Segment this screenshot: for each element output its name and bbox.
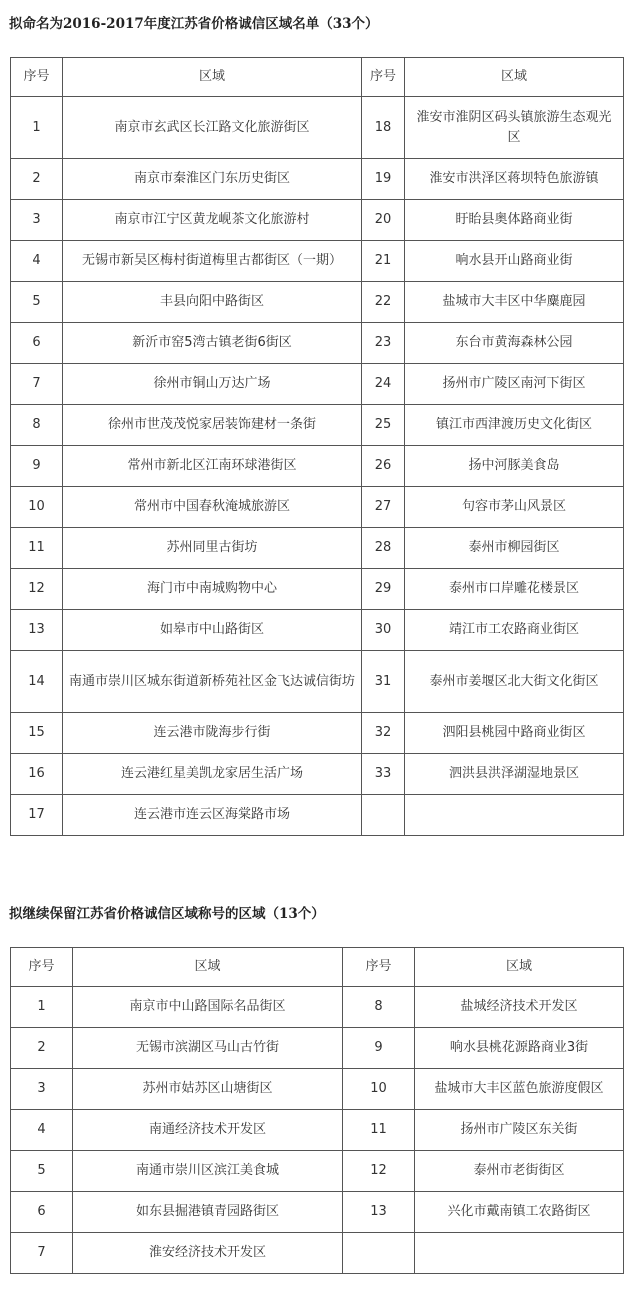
row-number: 12 <box>343 1151 415 1192</box>
row-number: 15 <box>11 713 63 754</box>
table-row <box>11 97 624 159</box>
row-number: 4 <box>11 1110 73 1151</box>
area-name: 响水县桃花源路商业3街 <box>415 1028 624 1069</box>
area-name: 连云港市连云区海棠路市场 <box>63 795 362 836</box>
row-number: 30 <box>362 610 405 651</box>
table-row <box>11 987 624 1028</box>
row-number: 16 <box>11 754 63 795</box>
row-number: 9 <box>11 446 63 487</box>
row-number: 28 <box>362 528 405 569</box>
row-number: 11 <box>11 528 63 569</box>
table-row <box>11 282 624 323</box>
area-name: 盱眙县奥体路商业街 <box>405 200 624 241</box>
row-number: 32 <box>362 713 405 754</box>
area-name: 泰州市老街街区 <box>415 1151 624 1192</box>
table-row <box>11 159 624 200</box>
area-name: 泗洪县洪泽湖湿地景区 <box>405 754 624 795</box>
row-number: 2 <box>11 1028 73 1069</box>
table-row <box>11 1233 624 1274</box>
area-name: 南京市秦淮区门东历史街区 <box>63 159 362 200</box>
row-number: 7 <box>11 364 63 405</box>
row-number: 11 <box>343 1110 415 1151</box>
area-name: 盐城经济技术开发区 <box>415 987 624 1028</box>
row-number <box>343 1233 415 1274</box>
area-name: 南京市江宁区黄龙岘茶文化旅游村 <box>63 200 362 241</box>
header-no: 序号 <box>362 58 405 97</box>
table-row <box>11 713 624 754</box>
header-no: 序号 <box>11 58 63 97</box>
row-number: 22 <box>362 282 405 323</box>
section2-table <box>10 947 624 1274</box>
table-header-row <box>11 948 624 987</box>
row-number: 23 <box>362 323 405 364</box>
table-row <box>11 200 624 241</box>
area-name: 东台市黄海森林公园 <box>405 323 624 364</box>
row-number: 6 <box>11 1192 73 1233</box>
table-row <box>11 1028 624 1069</box>
area-name: 淮安经济技术开发区 <box>73 1233 343 1274</box>
table-row <box>11 569 624 610</box>
section1-table <box>10 57 624 836</box>
area-name: 镇江市西津渡历史文化街区 <box>405 405 624 446</box>
area-name: 如东县掘港镇青园路街区 <box>73 1192 343 1233</box>
area-name: 泰州市柳园街区 <box>405 528 624 569</box>
table-row <box>11 528 624 569</box>
area-name: 南京市玄武区长江路文化旅游街区 <box>63 97 362 159</box>
header-no: 序号 <box>343 948 415 987</box>
table-row <box>11 364 624 405</box>
area-name: 丰县向阳中路街区 <box>63 282 362 323</box>
row-number: 13 <box>343 1192 415 1233</box>
area-name: 连云港红星美凯龙家居生活广场 <box>63 754 362 795</box>
row-number: 3 <box>11 200 63 241</box>
table-row <box>11 795 624 836</box>
table-row <box>11 754 624 795</box>
area-name: 徐州市世茂茂悦家居装饰建材一条街 <box>63 405 362 446</box>
area-name: 兴化市戴南镇工农路街区 <box>415 1192 624 1233</box>
header-area: 区域 <box>415 948 624 987</box>
area-name <box>415 1233 624 1274</box>
row-number: 25 <box>362 405 405 446</box>
area-name: 徐州市铜山万达广场 <box>63 364 362 405</box>
header-area: 区域 <box>73 948 343 987</box>
area-name: 响水县开山路商业街 <box>405 241 624 282</box>
table-row <box>11 1069 624 1110</box>
area-name: 常州市新北区江南环球港街区 <box>63 446 362 487</box>
area-name: 无锡市新吴区梅村街道梅里古都街区（一期） <box>63 241 362 282</box>
header-area: 区域 <box>63 58 362 97</box>
area-name: 淮安市淮阴区码头镇旅游生态观光区 <box>405 97 624 159</box>
row-number: 21 <box>362 241 405 282</box>
table-row <box>11 446 624 487</box>
area-name: 南通市崇川区城东街道新桥苑社区金飞达诚信街坊 <box>63 651 362 713</box>
row-number: 9 <box>343 1028 415 1069</box>
area-name: 如皋市中山路街区 <box>63 610 362 651</box>
area-name: 句容市茅山风景区 <box>405 487 624 528</box>
header-area: 区域 <box>405 58 624 97</box>
area-name: 常州市中国春秋淹城旅游区 <box>63 487 362 528</box>
area-name: 无锡市滨湖区马山古竹街 <box>73 1028 343 1069</box>
row-number: 20 <box>362 200 405 241</box>
row-number: 13 <box>11 610 63 651</box>
table-row <box>11 1151 624 1192</box>
area-name: 扬中河豚美食岛 <box>405 446 624 487</box>
row-number: 1 <box>11 987 73 1028</box>
area-name: 泗阳县桃园中路商业街区 <box>405 713 624 754</box>
row-number: 8 <box>343 987 415 1028</box>
row-number: 3 <box>11 1069 73 1110</box>
row-number: 6 <box>11 323 63 364</box>
row-number: 5 <box>11 282 63 323</box>
row-number: 2 <box>11 159 63 200</box>
table-row <box>11 610 624 651</box>
table-row <box>11 405 624 446</box>
area-name: 连云港市陇海步行街 <box>63 713 362 754</box>
section1-title: 拟命名为2016-2017年度江苏省价格诚信区域名单（33个） <box>9 16 379 32</box>
table-row <box>11 323 624 364</box>
row-number: 27 <box>362 487 405 528</box>
row-number: 19 <box>362 159 405 200</box>
row-number: 31 <box>362 651 405 713</box>
area-name: 南通经济技术开发区 <box>73 1110 343 1151</box>
area-name: 泰州市口岸雕花楼景区 <box>405 569 624 610</box>
area-name: 苏州市姑苏区山塘街区 <box>73 1069 343 1110</box>
area-name: 靖江市工农路商业街区 <box>405 610 624 651</box>
section2-title: 拟继续保留江苏省价格诚信区域称号的区域（13个） <box>9 906 325 922</box>
table-row <box>11 487 624 528</box>
row-number: 4 <box>11 241 63 282</box>
table-row <box>11 241 624 282</box>
row-number: 33 <box>362 754 405 795</box>
row-number: 18 <box>362 97 405 159</box>
area-name: 新沂市窑5湾古镇老街6街区 <box>63 323 362 364</box>
table-header-row <box>11 58 624 97</box>
row-number: 24 <box>362 364 405 405</box>
row-number: 10 <box>11 487 63 528</box>
header-no: 序号 <box>11 948 73 987</box>
row-number: 12 <box>11 569 63 610</box>
area-name <box>405 795 624 836</box>
row-number: 29 <box>362 569 405 610</box>
area-name: 扬州市广陵区东关街 <box>415 1110 624 1151</box>
area-name: 泰州市姜堰区北大街文化街区 <box>405 651 624 713</box>
row-number: 17 <box>11 795 63 836</box>
area-name: 南通市崇川区滨江美食城 <box>73 1151 343 1192</box>
table-row <box>11 1192 624 1233</box>
area-name: 苏州同里古街坊 <box>63 528 362 569</box>
area-name: 盐城市大丰区中华麋鹿园 <box>405 282 624 323</box>
row-number: 10 <box>343 1069 415 1110</box>
row-number: 7 <box>11 1233 73 1274</box>
area-name: 盐城市大丰区蓝色旅游度假区 <box>415 1069 624 1110</box>
row-number: 8 <box>11 405 63 446</box>
row-number: 1 <box>11 97 63 159</box>
row-number: 5 <box>11 1151 73 1192</box>
table-row <box>11 651 624 713</box>
row-number: 26 <box>362 446 405 487</box>
row-number <box>362 795 405 836</box>
table-row <box>11 1110 624 1151</box>
area-name: 扬州市广陵区南河下街区 <box>405 364 624 405</box>
row-number: 14 <box>11 651 63 713</box>
area-name: 海门市中南城购物中心 <box>63 569 362 610</box>
area-name: 淮安市洪泽区蒋坝特色旅游镇 <box>405 159 624 200</box>
area-name: 南京市中山路国际名品街区 <box>73 987 343 1028</box>
